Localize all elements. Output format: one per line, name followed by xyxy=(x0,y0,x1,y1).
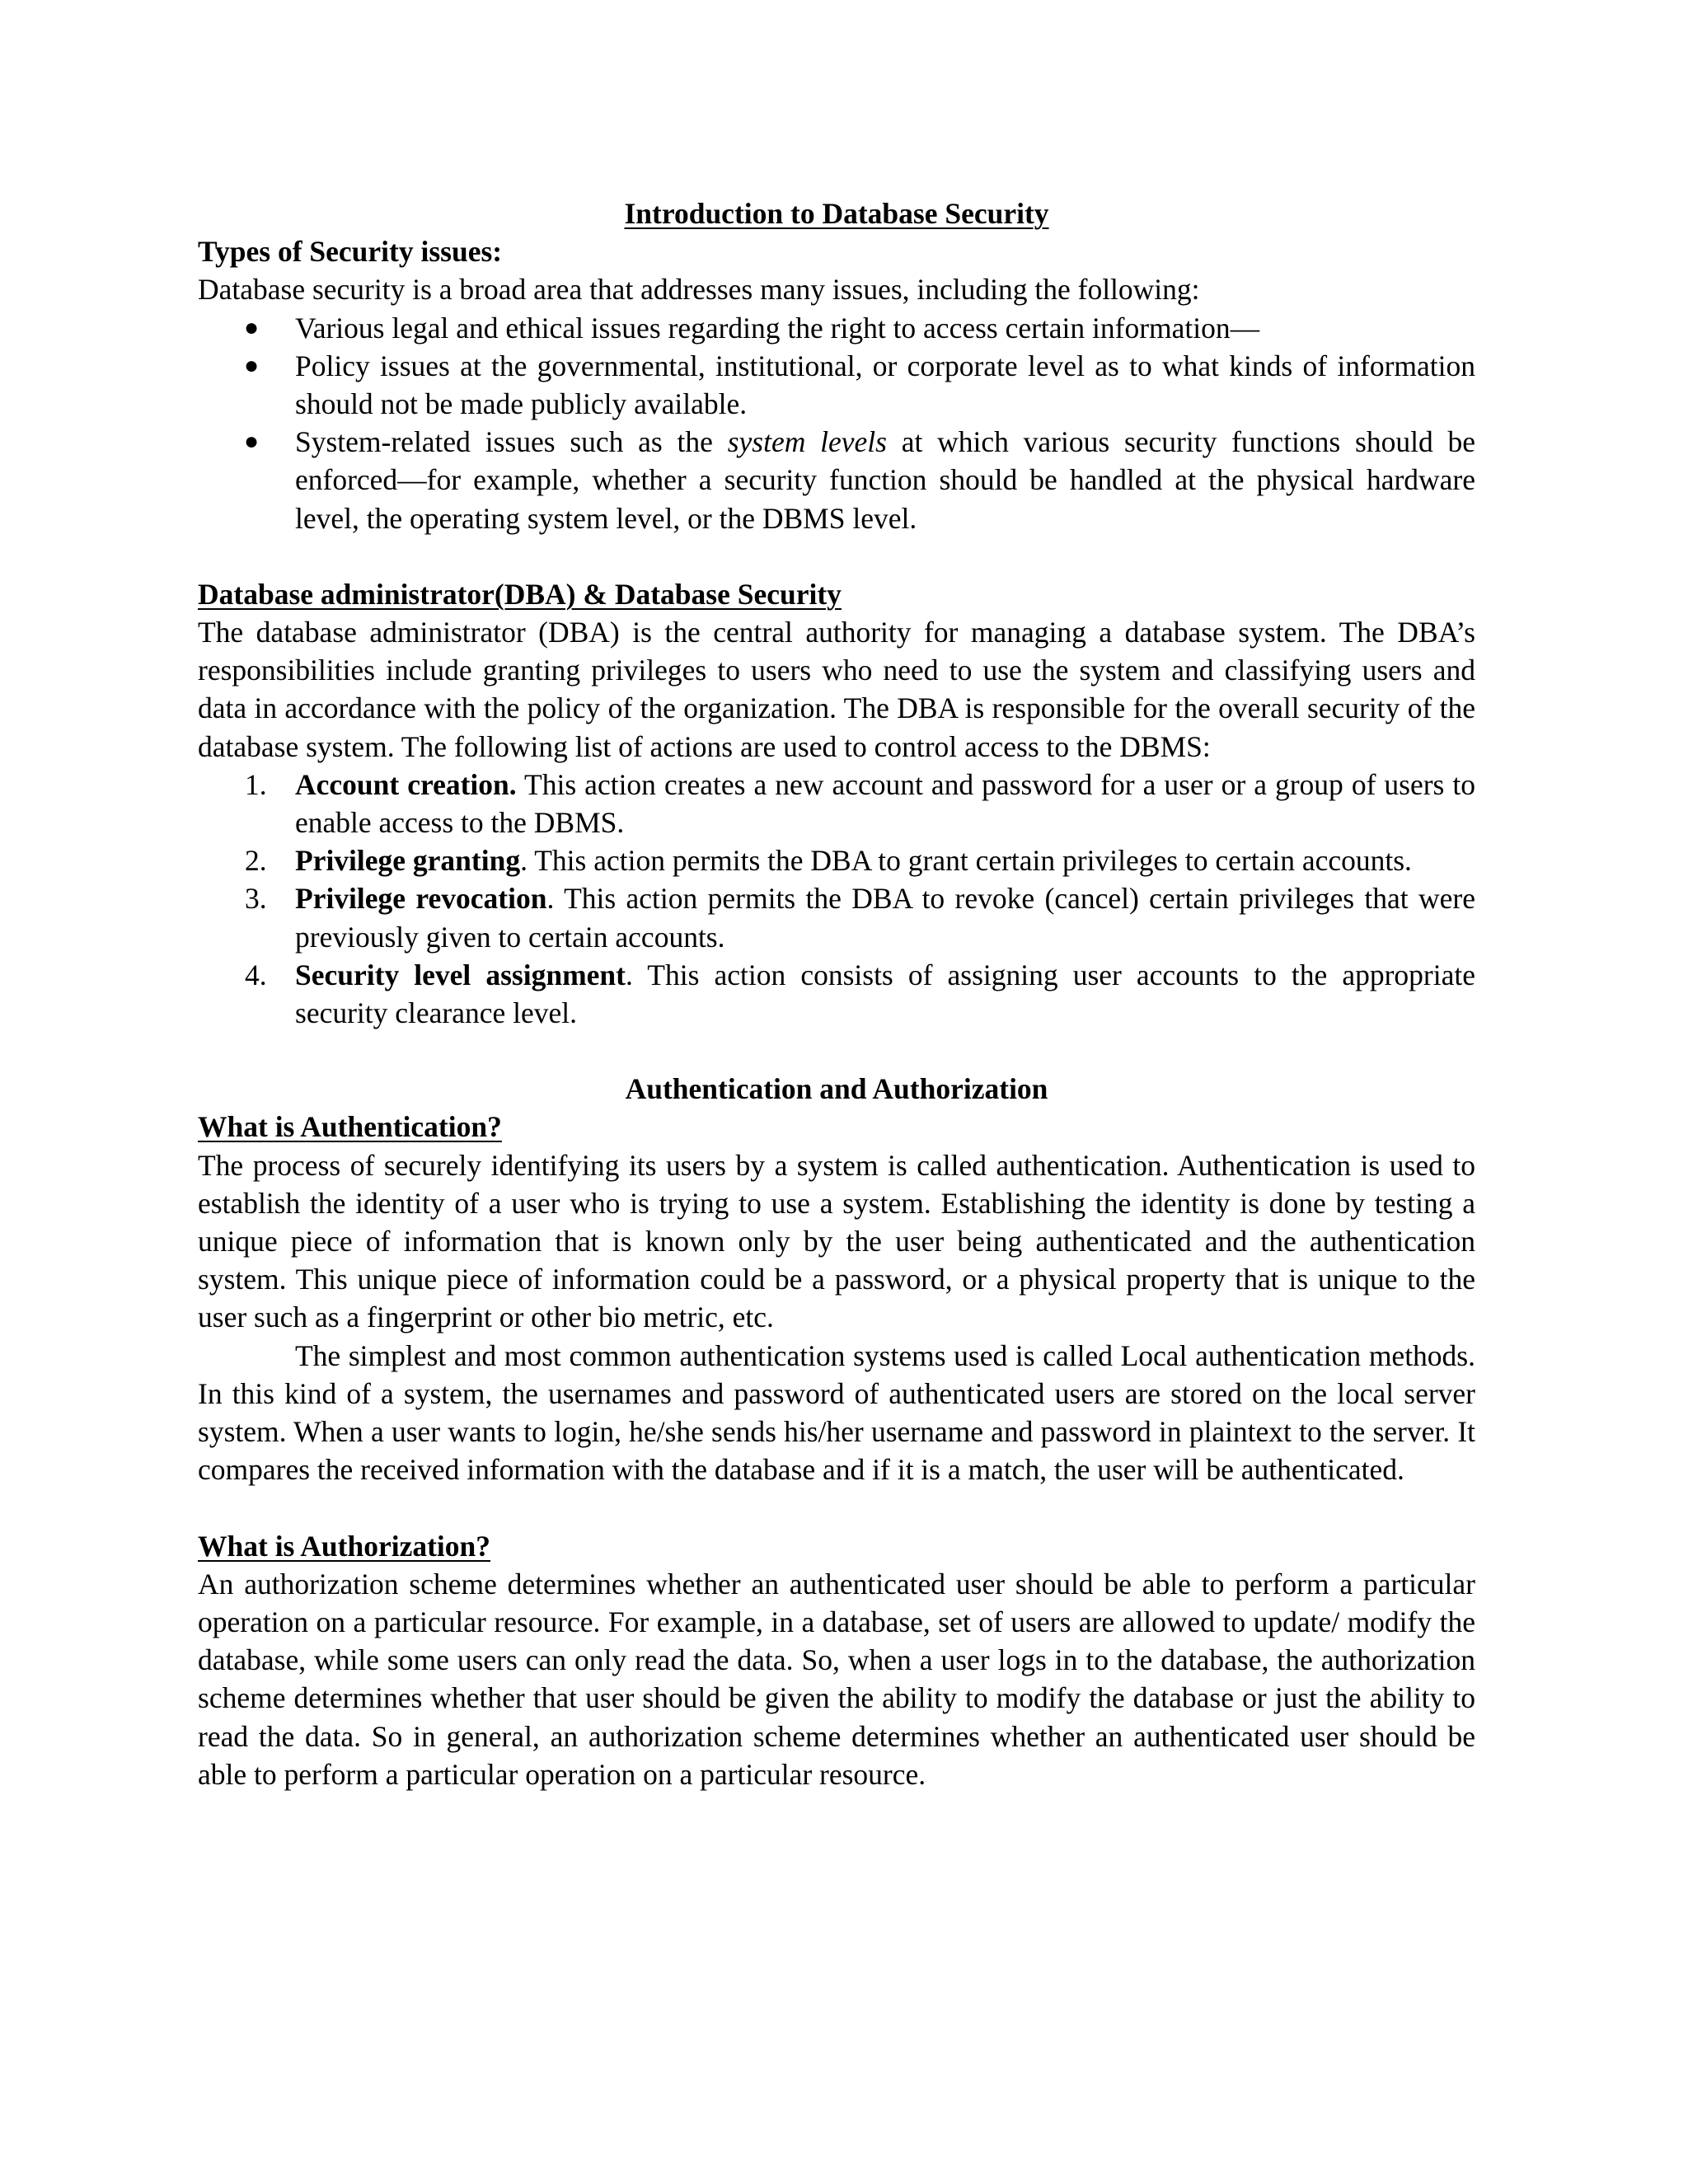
types-intro: Database security is a broad area that addresses many issues, including the following: xyxy=(198,273,1200,307)
authorization-heading: What is Authorization? xyxy=(198,1529,491,1563)
authentication-paragraph: The process of securely identifying its users by a system is called authentication. Authentication is used to establish the identity of a user who is trying to use a system. Establishing the identity is done by testing a unique piece of information that is known only by the user being authenticated and the authentication system. This unique piece of information could be a password, or a physical property that is unique to the user such as a fingerprint or other bio metric, etc. xyxy=(198,1148,1475,1334)
dba-heading: Database administrator(DBA) & Database Security xyxy=(198,577,842,611)
authentication-paragraph-2: The simplest and most common authentication systems used is called Local authentication methods. In this kind of a system, the usernames and password of authenticated users are stored on the local server system. When a user wants to login, he/she sends his/her username and password in plaintext to the server. It compares the received information with the database and if it is a match, the user will be authenticated. xyxy=(198,1338,1475,1487)
page-title: Introduction to Database Security xyxy=(624,197,1049,230)
types-heading: Types of Security issues: xyxy=(198,235,503,269)
list-item: 2. Privilege granting. This action permits the DBA to grant certain privileges to certain accounts. xyxy=(245,844,1412,878)
bullet-icon: ● xyxy=(244,351,260,379)
list-item: 4. Security level assignment. This action consists of assigning user accounts to the appropriate security clearance level. xyxy=(245,958,1475,1030)
list-item: 3. Privilege revocation. This action permits the DBA to revoke (cancel) certain privileges that were previously given to certain accounts. xyxy=(245,882,1475,954)
authorization-paragraph: An authorization scheme determines whether an authenticated user should be able to perform a particular operation on a particular resource. For example, in a database, set of users are allowed to update/ modify the database, while some users can only read the data. So, when a user logs in to the database, the authorization scheme determines whether that user should be given the ability to modify the database or just the ability to read the data. So in general, an authorization scheme determines whether an authenticated user should be able to perform a particular operation on a particular resource. xyxy=(198,1567,1475,1791)
bullet-icon: ● xyxy=(244,313,260,341)
auth-section-title: Authentication and Authorization xyxy=(625,1072,1048,1106)
security-issues-list xyxy=(198,309,1475,537)
list-item: ● System-related issues such as the system levels at which various security functions should be enforced—for example, whether a security function should be handled at the physical hardware level, the operating system level, or the DBMS level. xyxy=(295,423,1475,537)
italic-phrase: system levels xyxy=(727,425,887,459)
list-item: ● Various legal and ethical issues regarding the right to access certain information— xyxy=(295,309,1475,347)
bullet-icon: ● xyxy=(244,428,260,456)
list-item: ● Policy issues at the governmental, institutional, or corporate level as to what kinds of information should not be made publicly available. xyxy=(295,347,1475,423)
dba-paragraph: The database administrator (DBA) is the central authority for managing a database system. The DBA’s responsibilities include granting privileges to users who need to use the system and classifying users and data in accordance with the policy of the organization. The DBA is responsible for the overall security of the database system. The following list of actions are used to control access to the DBMS: xyxy=(198,616,1475,763)
list-item: 1. Account creation. This action creates a new account and password for a user or a group of users to enable access to the DBMS. xyxy=(245,767,1476,840)
document-page xyxy=(198,194,1475,1793)
authentication-heading: What is Authentication? xyxy=(198,1110,502,1144)
dba-actions-list xyxy=(198,766,1475,1032)
